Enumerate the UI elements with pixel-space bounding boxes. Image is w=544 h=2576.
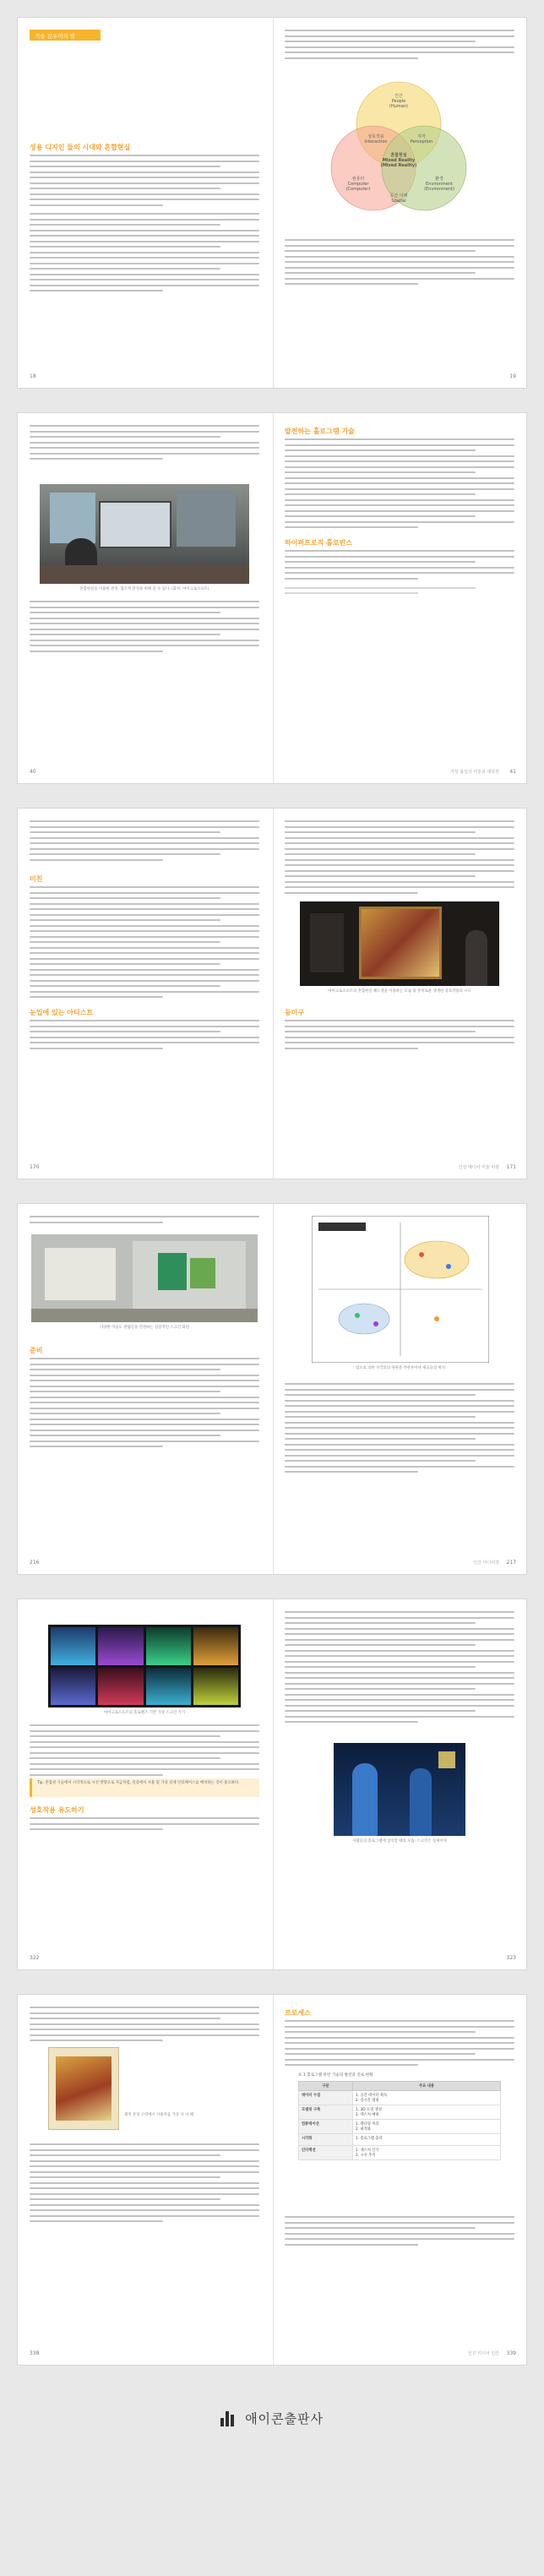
page-number: 41 [509,769,516,775]
body-text [30,1216,259,1227]
photo-hololens-workspace [40,484,249,584]
page-left [18,1995,273,2365]
photo-caption: 다양한 미술도 관람들을 연결하는 실증적인 스크린 화면 [100,1326,189,1330]
venn-label-interaction: 상호작용 Interaction [364,134,388,144]
section-bar: 기술 감우미의 발 [30,30,101,41]
page-left [18,413,273,783]
body-text [285,2216,514,2249]
running-head: 인상 메디어 미술 비평 [458,1165,499,1170]
body-text [285,30,514,63]
body-text [30,886,259,1002]
running-head: 인간 미디어 인간 [468,2351,499,2356]
table-row [299,2120,501,2134]
page-number: 216 [30,1560,40,1566]
footnote [285,587,514,597]
table-cell: 데이터 수집 [299,2091,353,2105]
table-cell: 1. 홀로그램 출력 [353,2134,501,2146]
tip-box [30,1778,259,1797]
page-number: 338 [30,2350,40,2356]
body-text [285,550,514,583]
table-title: 표 1 홀로그램 관련 기술의 발전과 진로 현황 [298,2073,373,2078]
spread-2 [17,412,527,784]
section-heading: 프로세스 [285,2009,311,2017]
venn-label-spatial: 공간 이해 Spatial [389,193,408,204]
page-number: 217 [506,1560,516,1566]
concept-chart [312,1216,489,1363]
page-right [273,1995,528,2365]
page-right [273,809,528,1179]
table-row [299,2091,501,2105]
page-number: 170 [30,1164,40,1170]
table-header-cell: 구분 [299,2082,353,2091]
publisher-logo-icon [220,2411,236,2426]
photo-caption: 혼합현실을 이용한 관리, 협조적 환경을 위해 쓸 수 있다. (출처: 마이크로소프트) [79,587,209,591]
body-text [30,2143,259,2226]
running-head: 인간 미디어작 [473,1560,499,1566]
table-cell: 인터랙션 [299,2146,353,2160]
photo-screen-grid [48,1625,241,1707]
table-row [299,2105,501,2120]
spread-3 [17,808,527,1179]
photo-caption: 마이크로소프트의 혼합현실 헤드셋을 이용하는 모습 및 흥미로운 생생한 상호작용의 시도 [328,989,471,994]
page-left [18,1204,273,1574]
spread-5 [17,1598,527,1970]
body-text [30,155,259,296]
photo-artwork [48,2047,119,2130]
venn-label-computer: 컴퓨터 Computer (Computer) [345,177,371,192]
section-heading: 성용 디지인 들의 시대와 혼합현실 [30,144,131,151]
section-heading: 준비 [30,1347,43,1354]
page-right [273,1599,528,1969]
body-text [285,239,514,289]
page-right [273,1204,528,1574]
photo-silhouettes [334,1743,465,1836]
table-header-cell: 주요 내용 [353,2082,501,2091]
table-cell: 1. 제스처 인식 2. 시선 추적 [353,2146,501,2160]
table-cell: 시각화 [299,2134,353,2146]
publisher-name: 애이콘출판사 [245,2411,324,2426]
photo-caption: 마이크로소프트의 홀로렌즈 기반 가상 스크린 기기 [103,1711,186,1715]
page-number: 40 [30,769,36,775]
body-text [30,1724,259,1779]
body-text [285,2020,514,2070]
venn-label-perception: 지각 Perception [410,134,433,144]
chart-caption: 업으로 의한 지각의의 따원을 부관론이냐 새료들의 위치 [356,1366,445,1370]
process-table [298,2081,501,2160]
page-number: 323 [506,1955,516,1961]
page-left [18,809,273,1179]
spread-4 [17,1203,527,1575]
section-heading: 성호작용 유도하기 [30,1806,84,1814]
page-number: 19 [509,373,516,379]
body-text [30,820,259,864]
body-text [285,1020,514,1053]
body-text [285,1611,514,1727]
table-cell: 컴퓨테이션 [299,2120,353,2134]
publisher-logo [0,2410,544,2427]
table-cell: 1. 렌더링 처리 2. 최적화 [353,2120,501,2134]
spread-1 [17,17,527,389]
body-text [30,601,259,656]
photo-caption: 쾌적 혼성 구역에서 사용자를 가상 사 사 해 [124,2113,193,2117]
page-left [18,18,273,388]
page-number: 171 [506,1164,516,1170]
page-left [18,1599,273,1969]
table-cell: 1. 공간 데이터 획득 2. 실시간 맵핑 [353,2091,501,2105]
body-text [30,1817,259,1834]
body-text [30,1358,259,1451]
photo-caption: 사람들의 홀로그램에 참석할 때의 모습: 스크린은 실제이다 [352,1839,447,1844]
body-text [30,1020,259,1053]
section-heading: 눈입에 있는 아티스트 [30,1009,94,1016]
venn-label-center: 혼합현실 Mixed Reality (Mixed Reality) [380,153,417,168]
page-right [273,18,528,388]
venn-diagram [320,72,477,226]
venn-label-people: 인간 People (Human) [389,94,408,109]
body-text [285,438,514,532]
page-number: 322 [30,1955,40,1961]
section-heading: 미친 [30,875,43,883]
body-text [30,2007,259,2045]
section-heading: 동미구 [285,1009,305,1016]
table-row [299,2146,501,2160]
body-text [30,425,259,464]
photo-gallery-visitor [300,901,499,986]
body-text [285,820,514,897]
section-heading: 발전하는 홀로그램 기술 [285,428,355,435]
table-header-row [299,2082,501,2091]
table-cell: 1. 3D 모델 생성 2. 텍스처 매핑 [353,2105,501,2120]
body-text [285,1383,514,1477]
spread-6 [17,1994,527,2366]
photo-museum-screen [31,1234,258,1322]
page-right [273,413,528,783]
table-row [299,2134,501,2146]
running-head: 가상 몰입의 미술과 대학원 [450,770,499,775]
tip-text: Tip. 혼합성 기술에서 시각적으로 시선 방향으로 지금처럼, 실증에서 사용 및 가상 실제 인터페이스를 배치하는 것이 중요하다. [37,1781,240,1785]
section-heading: 하이퍼프로직 홀로빈스 [285,539,353,547]
table-cell: 모델링 구축 [299,2105,353,2120]
page-number: 339 [506,2350,516,2356]
venn-label-environment: 환경 Environment (Environment) [424,177,454,192]
page-number: 18 [30,373,36,379]
